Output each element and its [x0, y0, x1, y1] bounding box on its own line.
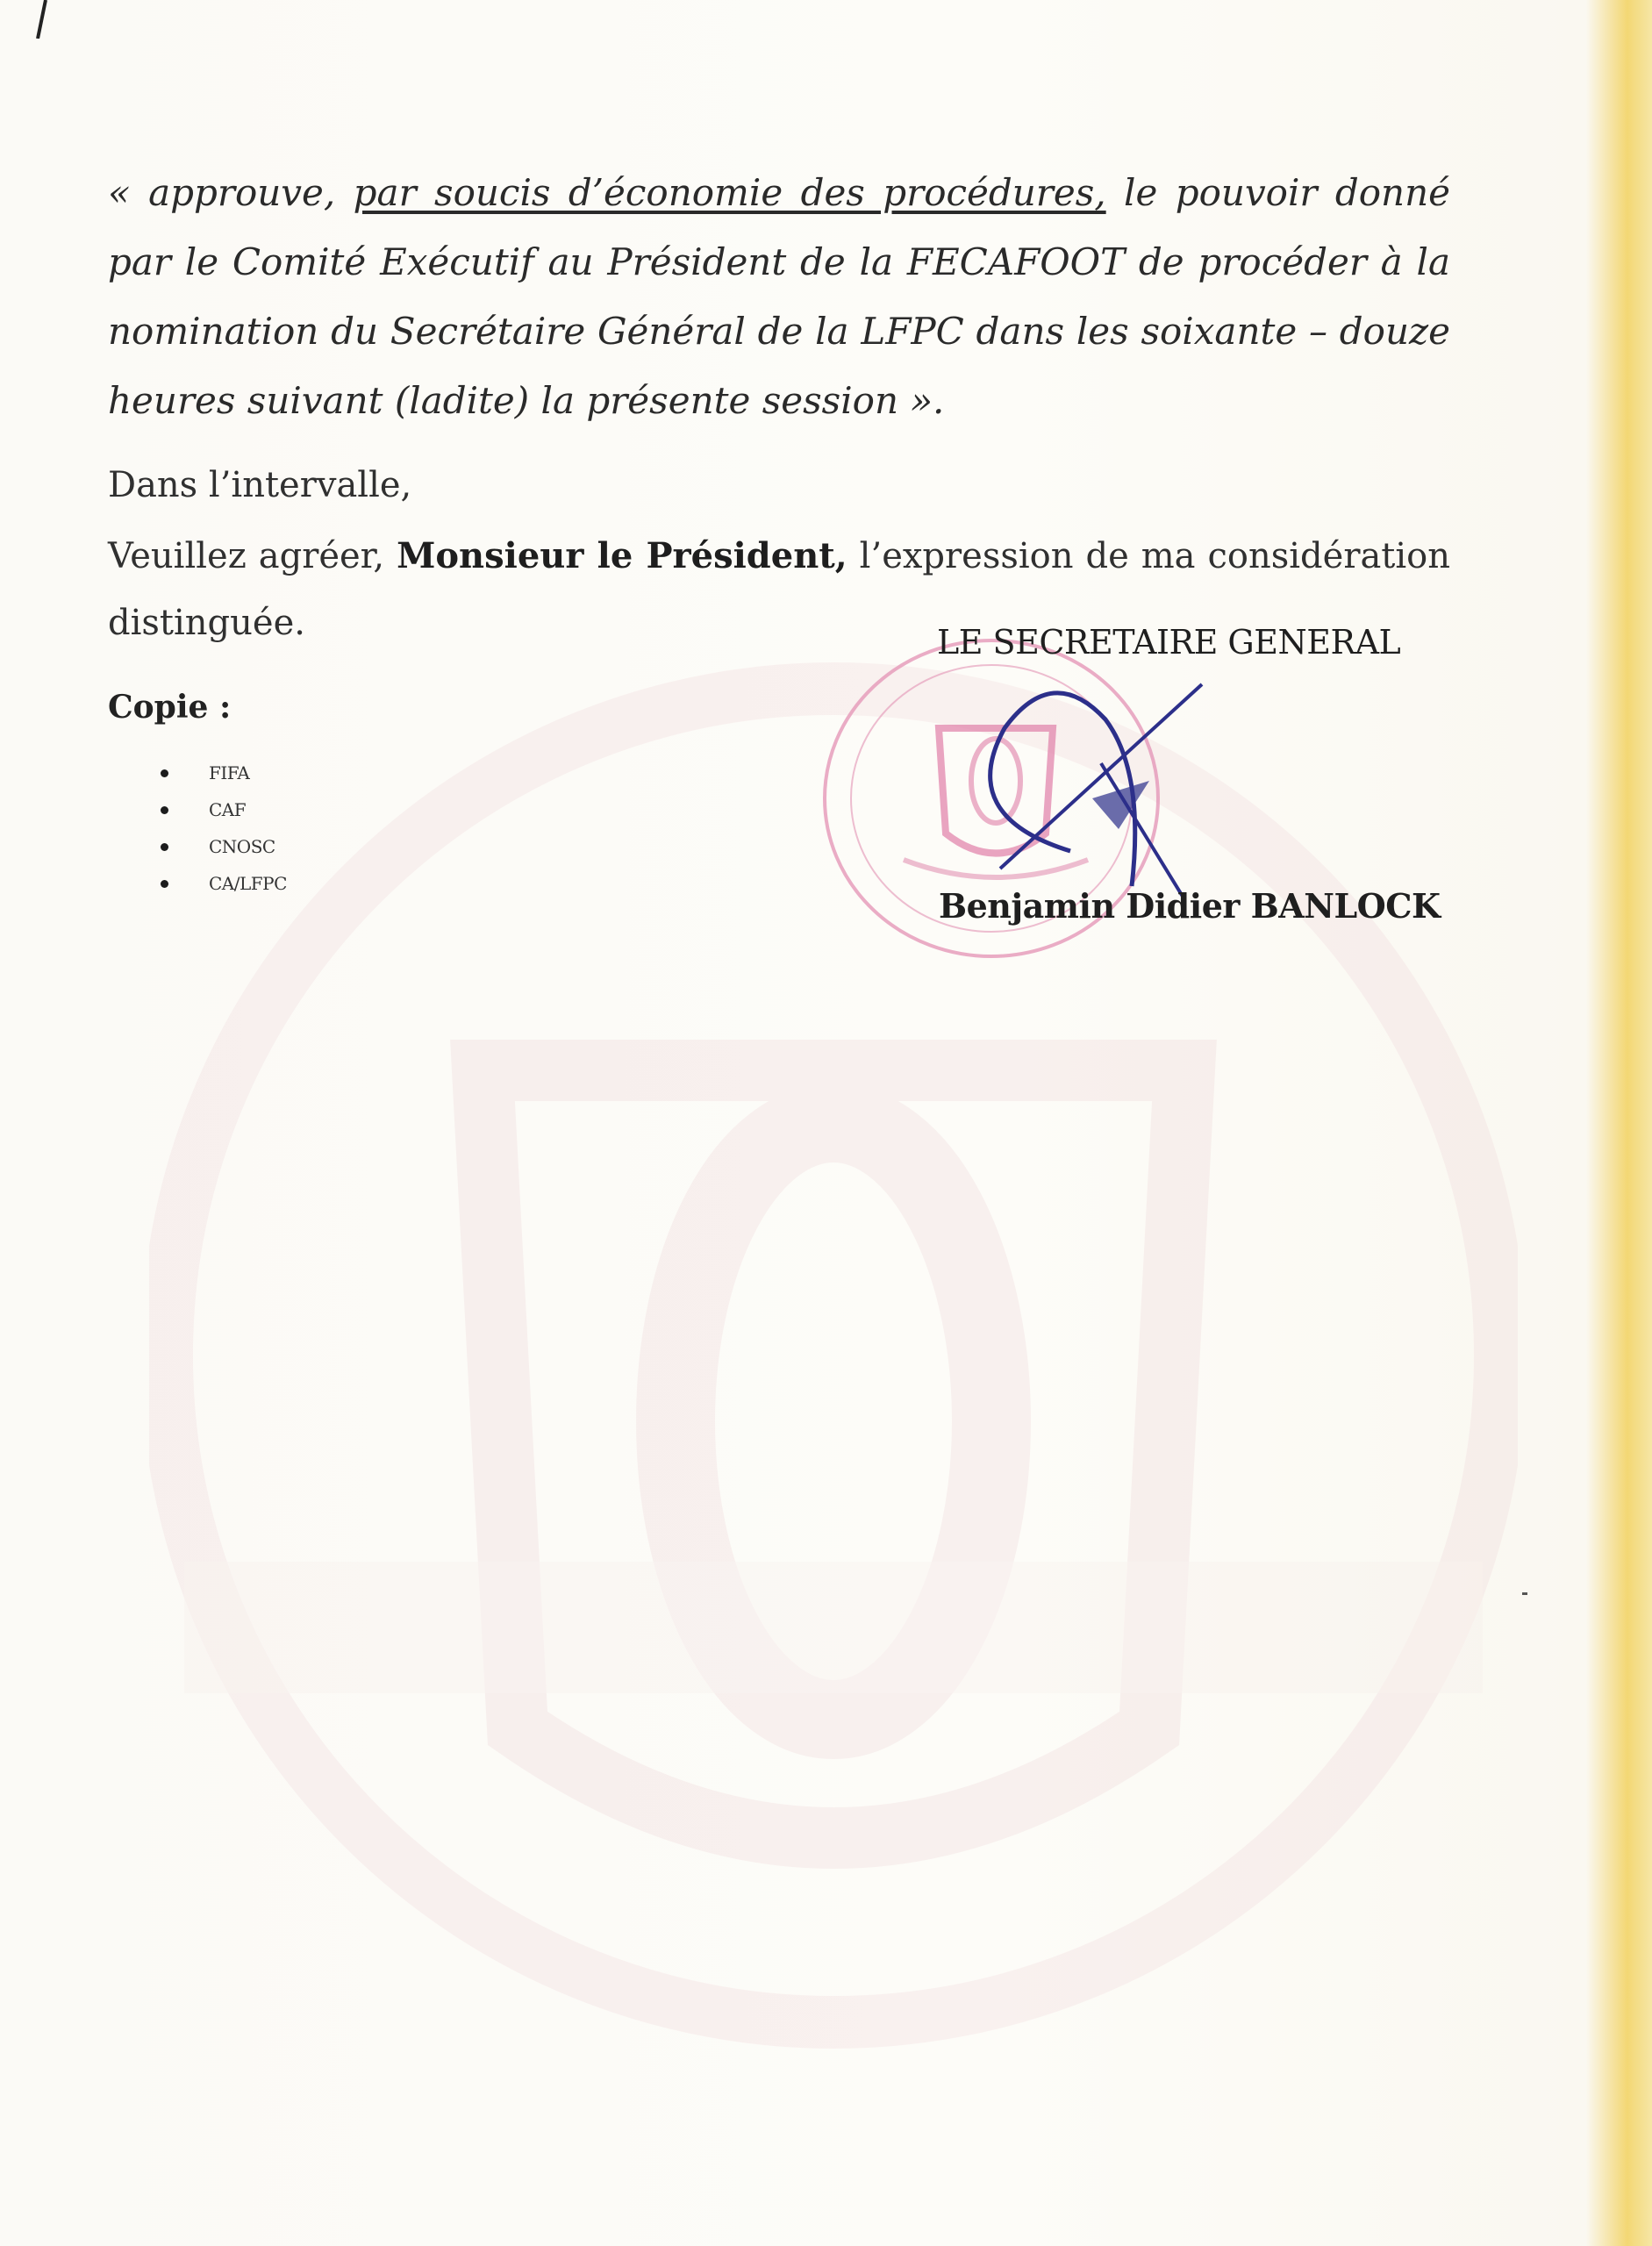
quote-part-2: le pouvoir donné par le Comité Exécutif au Président de la FECAFOOT de procéder à la nomination du Secrétaire Général de la LFPC dans les soixante – douze heures suivant (ladite) la présente session ». [108, 171, 1450, 422]
quote-underlined: par soucis d’économie des procédures, [353, 171, 1106, 214]
bullet-icon [161, 843, 168, 851]
interim-line: Dans l’intervalle, [108, 465, 412, 505]
scan-speck [1522, 1592, 1527, 1595]
copy-list [161, 755, 287, 902]
signatory-title: LE SECRETAIRE GENERAL [937, 623, 1401, 662]
bullet-icon [161, 806, 168, 814]
list-item [161, 791, 287, 828]
list-item [161, 755, 287, 791]
copy-recipient: FIFA [209, 762, 250, 783]
copy-recipient: CA/LFPC [209, 873, 287, 894]
quote-part-1: « approuve, [108, 171, 354, 214]
handwritten-signature [921, 667, 1237, 904]
closing-part-1: Veuillez agréer, [108, 536, 397, 576]
copy-heading: Copie : [108, 689, 232, 726]
bullet-icon [161, 880, 168, 888]
corner-mark [35, 0, 47, 39]
closing-part-2: l’expression de ma considération distinguée. [108, 536, 1451, 643]
list-item [161, 865, 287, 902]
bullet-icon [161, 769, 168, 777]
signatory-name: Benjamin Didier BANLOCK [939, 886, 1441, 926]
quoted-resolution [108, 158, 1450, 435]
addressee: Monsieur le Président, [397, 535, 847, 576]
list-item [161, 828, 287, 865]
copy-recipient: CNOSC [209, 836, 275, 857]
copy-recipient: CAF [209, 799, 247, 820]
